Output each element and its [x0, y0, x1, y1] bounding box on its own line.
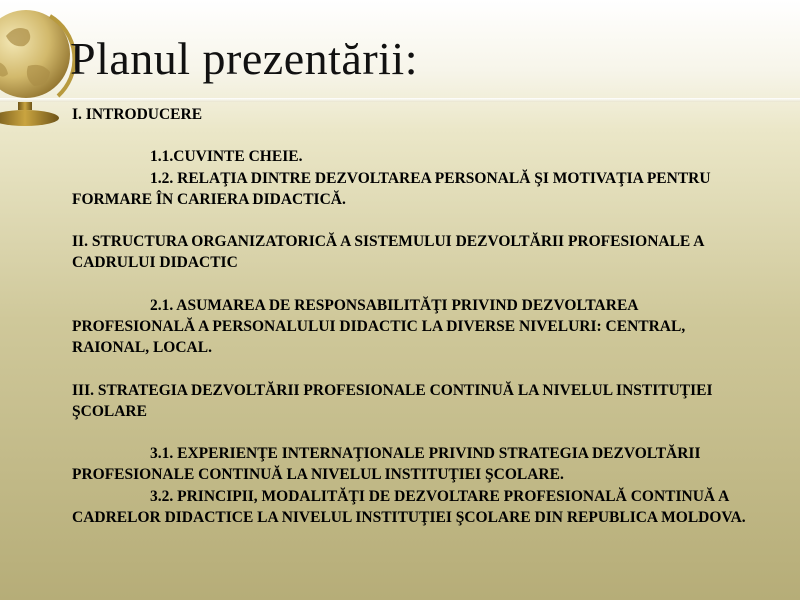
outline-item: III. STRATEGIA DEZVOLTĂRII PROFESIONALE CONTINUĂ LA NIVELUL INSTITUŢIEI ŞCOLARE — [72, 381, 713, 420]
outline-subitem: 3.1. EXPERIENŢE INTERNAŢIONALE PRIVIND STRATEGIA DEZVOLTĂRII PROFESIONALE CONTINUĂ LA NIVELUL INSTITUŢIEI ŞCOLARE. — [72, 445, 701, 484]
slide-title: Planul prezentării: — [70, 33, 418, 84]
spacer — [72, 274, 752, 295]
outline-item: II. STRUCTURA ORGANIZATORICĂ A SISTEMULUI DEZVOLTĂRII PROFESIONALE A CADRULUI DIDACTIC — [72, 233, 704, 272]
spacer — [72, 210, 752, 231]
outline-item: I. INTRODUCERE — [72, 106, 203, 123]
outline-subitem: 1.1.CUVINTE CHEIE. — [150, 148, 303, 166]
outline-subitem: 1.2. RELAŢIA DINTRE DEZVOLTAREA PERSONALĂ ŞI MOTIVAŢIA PENTRU FORMARE ÎN CARIERA DIDACTICĂ. — [72, 169, 711, 208]
spacer — [72, 358, 752, 379]
globe-icon — [0, 0, 78, 136]
outline-subitem: 2.1. ASUMAREA DE RESPONSABILITĂŢI PRIVIND DEZVOLTAREA PROFESIONALĂ A PERSONALULUI DIDACTIC LA DIVERSE NIVELURI: CENTRAL, RAIONAL, LOCAL. — [72, 296, 686, 357]
title-divider — [0, 98, 800, 102]
outline-content — [72, 104, 752, 528]
outline-subitem: 3.2. PRINCIPII, MODALITĂŢI DE DEZVOLTARE PROFESIONALĂ CONTINUĂ A CADRELOR DIDACTICE LA NIVELUL INSTITUŢIEI ŞCOLARE DIN REPUBLICA MOLDOVA. — [72, 487, 746, 526]
spacer — [72, 125, 752, 146]
spacer — [72, 422, 752, 443]
